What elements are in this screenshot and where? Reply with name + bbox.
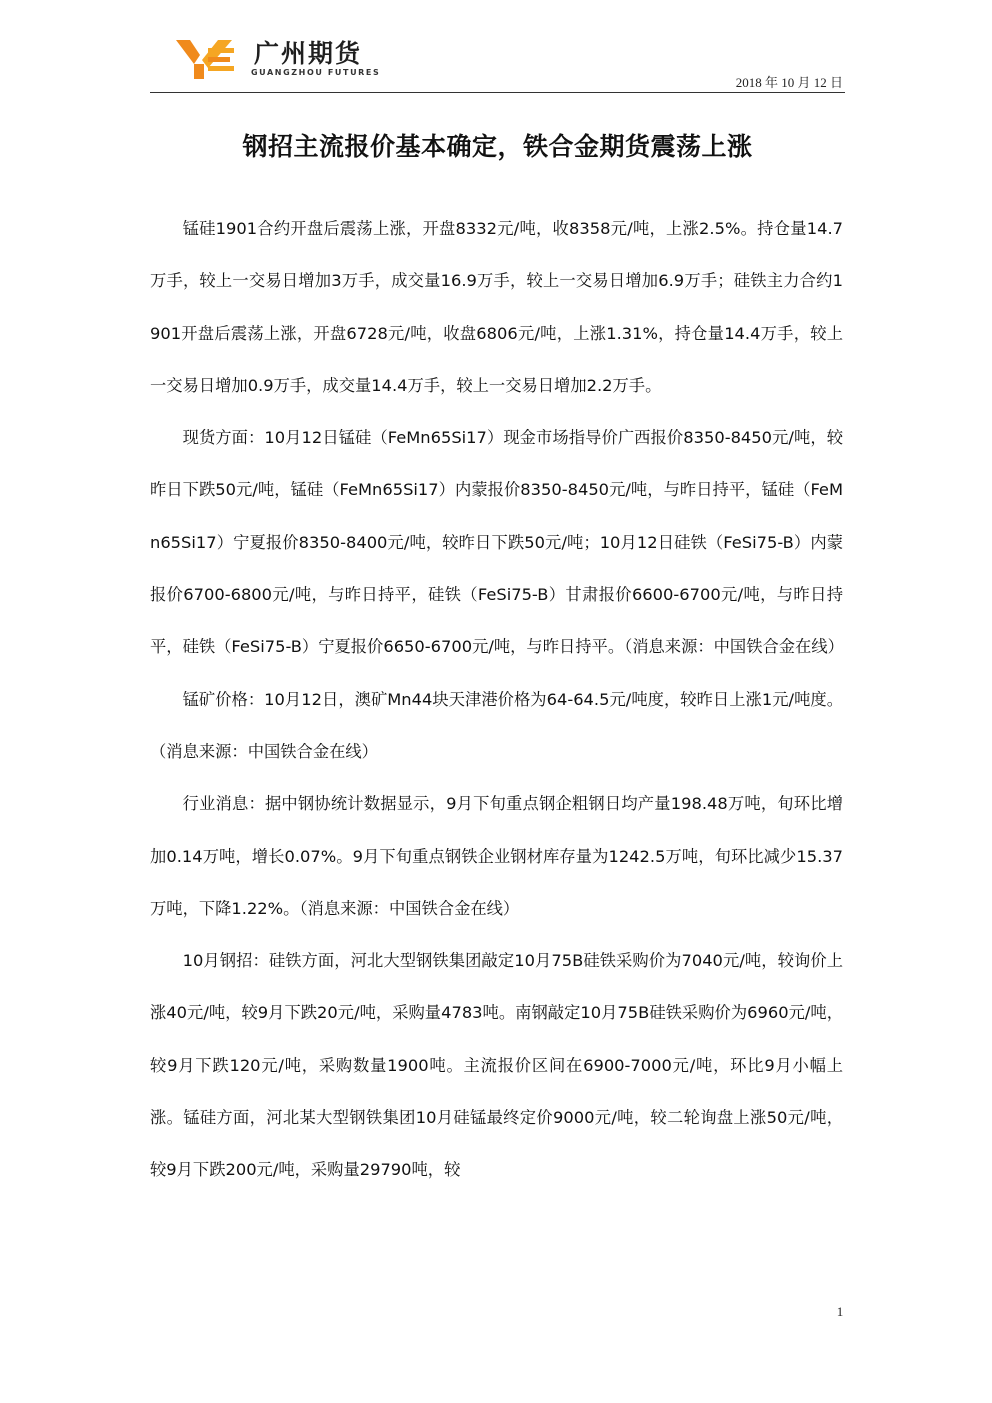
brand-subtitle: GUANGZHOU FUTURES xyxy=(251,68,381,77)
document-title: 钢招主流报价基本确定，铁合金期货震荡上涨 xyxy=(242,132,753,161)
page-header xyxy=(150,30,845,93)
paragraph-steel-tender: 10月钢招：硅铁方面，河北大型钢铁集团敲定10月75B硅铁采购价为7040元/吨，较询价上涨40元/吨，较9月下跌20元/吨，采购量4783吨。南钢敲定10月75B硅铁采购价为6960元/吨，较9月下跌120元/吨，采购数量1900吨。主流报价区间在6900-7000元/吨，环比9月小幅上涨。锰硅方面，河北某大型钢铁集团10月硅锰最终定价9000元/吨，较二轮询盘上涨50元/吨，较9月下跌200元/吨，采购量29790吨，较 xyxy=(150,951,843,1180)
paragraph-manganese-ore: 锰矿价格：10月12日，澳矿Mn44块天津港价格为64-64.5元/吨度，较昨日上涨1元/吨度。（消息来源：中国铁合金在线） xyxy=(150,689,843,761)
brand-name: 广州期货 xyxy=(254,39,363,68)
guangzhou-futures-logo-icon xyxy=(174,38,236,80)
document-body xyxy=(150,203,843,1197)
report-date: 2018 年 10 月 12 日 xyxy=(735,75,843,90)
paragraph-market-summary: 锰硅1901合约开盘后震荡上涨，开盘8332元/吨，收8358元/吨，上涨2.5%。持仓量14.7万手，较上一交易日增加3万手，成交量16.9万手，较上一交易日增加6.9万手；硅铁主力合约1901开盘后震荡上涨，开盘6728元/吨，收盘6806元/吨，上涨1.31%，持仓量14.4万手，较上一交易日增加0.9万手，成交量14.4万手，较上一交易日增加2.2万手。 xyxy=(150,219,843,395)
page-number: 1 xyxy=(836,1304,844,1319)
paragraph-industry-news: 行业消息：据中钢协统计数据显示，9月下旬重点钢企粗钢日均产量198.48万吨，旬环比增加0.14万吨，增长0.07%。9月下旬重点钢铁企业钢材库存量为1242.5万吨，旬环比减少15.37万吨，下降1.22%。（消息来源：中国铁合金在线） xyxy=(150,794,843,918)
paragraph-spot-prices: 现货方面：10月12日锰硅（FeMn65Si17）现金市场指导价广西报价8350-8450元/吨，较昨日下跌50元/吨，锰硅（FeMn65Si17）内蒙报价8350-8450元/吨，与昨日持平，锰硅（FeMn65Si17）宁夏报价8350-8400元/吨，较昨日下跌50元/吨；10月12日硅铁（FeSi75-B）内蒙报价6700-6800元/吨，与昨日持平，硅铁（FeSi75-B）甘肃报价6600-6700元/吨，与昨日持平，硅铁（FeSi75-B）宁夏报价6650-6700元/吨，与昨日持平。（消息来源：中国铁合金在线） xyxy=(150,428,844,657)
